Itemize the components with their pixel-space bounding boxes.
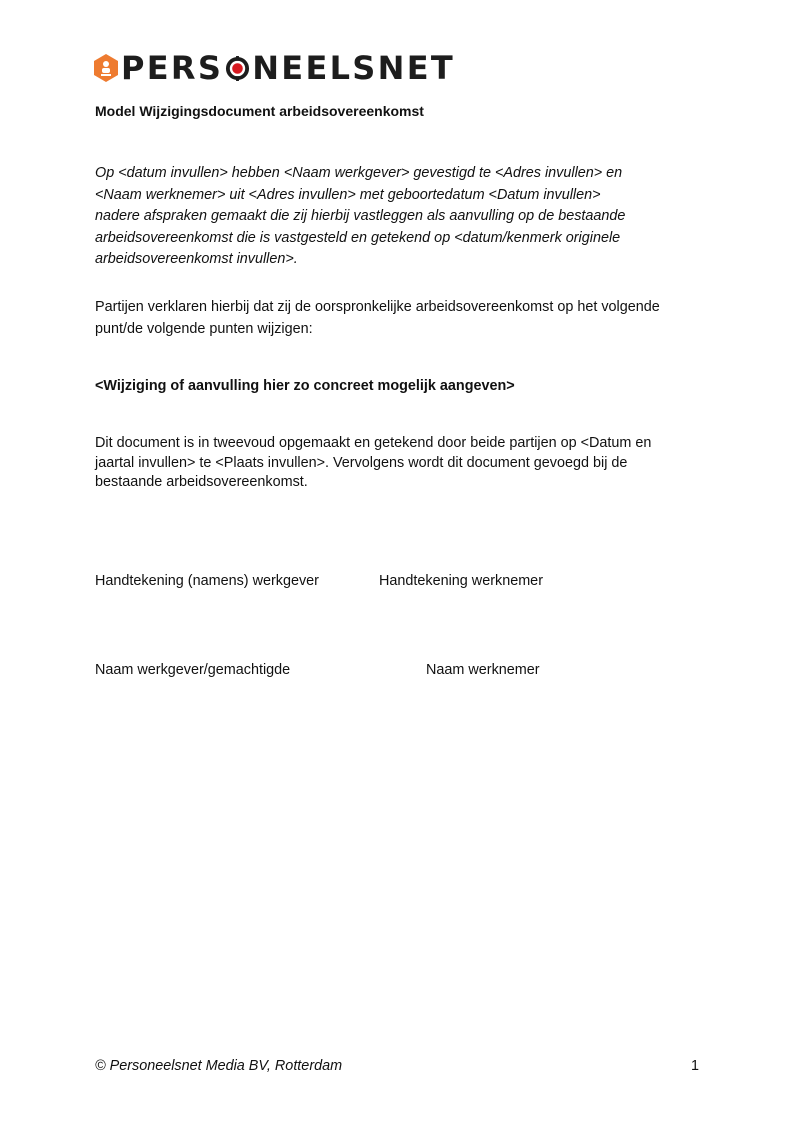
name-employee-label: Naam werknemer (426, 662, 540, 678)
intro-line: nadere afspraken gemaakt die zij hierbij vastleggen als aanvulling op de bestaande (95, 208, 626, 224)
badge-icon (94, 54, 118, 82)
parties-line: punt/de volgende punten wijzigen: (95, 320, 313, 337)
change-placeholder: <Wijziging of aanvulling hier zo concreet mogelijk aangeven> (95, 378, 515, 394)
closing-line: bestaande arbeidsovereenkomst. (95, 474, 308, 490)
target-icon (225, 56, 250, 81)
footer-copyright: © Personeelsnet Media BV, Rotterdam (95, 1058, 343, 1074)
closing-line: Dit document is in tweevoud opgemaakt en getekend door beide partijen op <Datum en (95, 435, 652, 451)
intro-paragraph (95, 163, 695, 271)
closing-line: jaartal invullen> te <Plaats invullen>. Vervolgens wordt dit document gevoegd bij de (95, 454, 628, 471)
logo-text-right: NEELSNET (252, 49, 456, 87)
personeelsnet-logo (94, 49, 456, 87)
parties-paragraph (95, 297, 695, 340)
logo-wordmark (121, 49, 456, 87)
closing-paragraph (95, 434, 695, 493)
parties-line: Partijen verklaren hierbij dat zij de oorspronkelijke arbeidsovereenkomst op het volgende (95, 299, 660, 315)
signature-employer-label: Handtekening (namens) werkgever (95, 573, 319, 589)
intro-line: arbeidsovereenkomst die is vastgesteld en getekend op <datum/kenmerk originele (95, 229, 621, 246)
page-number: 1 (691, 1058, 700, 1074)
intro-line: Op <datum invullen> hebben <Naam werkgever> gevestigd te <Adres invullen> en (95, 165, 623, 181)
name-employer-label: Naam werkgever/gemachtigde (95, 662, 291, 678)
logo-text-left: PERS (121, 49, 224, 87)
document-title: Model Wijzigingsdocument arbeidsovereenkomst (95, 103, 424, 119)
signature-employee-label: Handtekening werknemer (379, 573, 543, 589)
intro-line: <Naam werknemer> uit <Adres invullen> met geboortedatum <Datum invullen> (95, 186, 601, 203)
intro-line: arbeidsovereenkomst invullen>. (95, 251, 298, 267)
